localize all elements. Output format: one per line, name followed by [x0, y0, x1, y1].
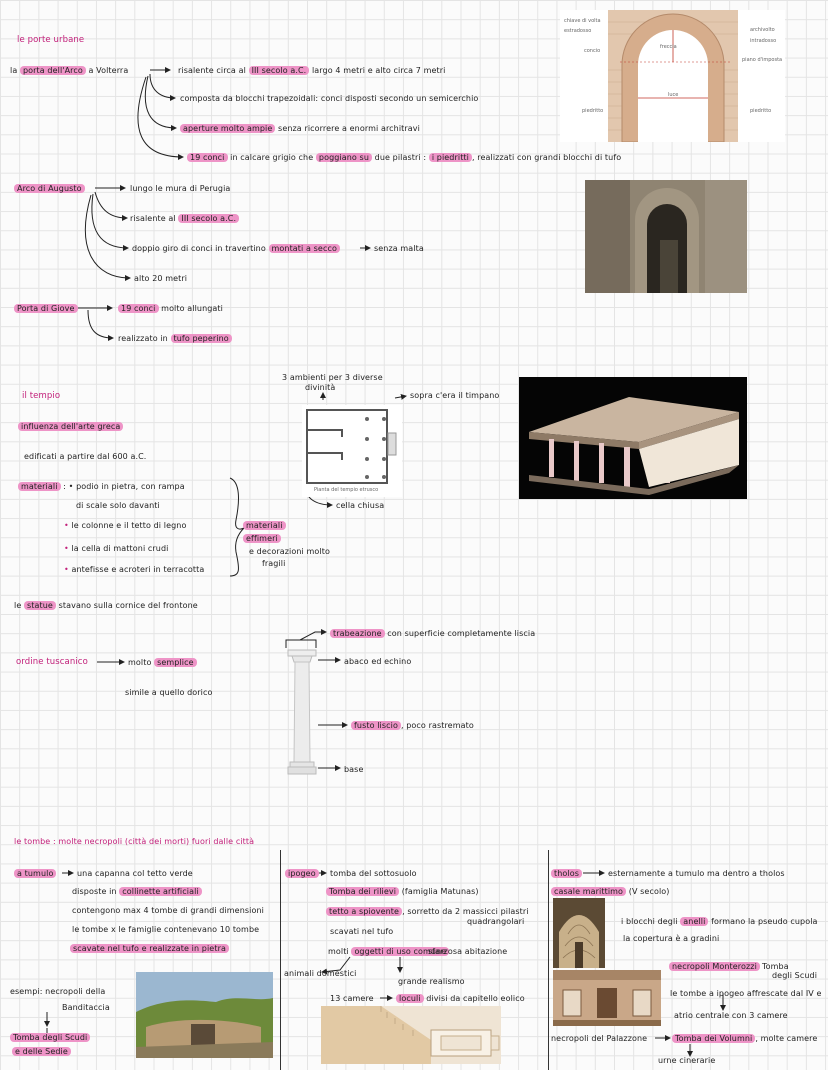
tumulo-a: una capanna col tetto verde	[77, 869, 193, 878]
trabeazione-label: trabeazione con superficie completamente liscia	[330, 628, 535, 639]
ipogeo-d2: quadrangolari	[467, 917, 525, 926]
tempio-mat-4: • antefisse e acroteri in terracotta	[64, 565, 205, 574]
tumulo-label: a tumulo	[14, 868, 56, 879]
ipogeo-f: animali domestici	[284, 969, 357, 978]
effimeri-4: fragili	[262, 559, 286, 568]
tempio-mat-3: • la cella di mattoni crudi	[64, 544, 169, 553]
tumulo-d: le tombe x le famiglie contenevano 10 tombe	[72, 925, 260, 934]
plan-label-right: sopra c'era il timpano	[410, 391, 500, 400]
giove-label: Porta di Giove	[14, 303, 78, 314]
esempi-2: Banditaccia	[62, 1003, 110, 1012]
tholos-a: esternamente a tumulo ma dentro a tholos	[608, 869, 785, 878]
scudi-1: Tomba degli Scudi	[10, 1032, 90, 1043]
augusto-point-3b: senza malta	[374, 244, 424, 253]
arco-point-3: aperture molto ampie senza ricorrere a enormi architravi	[180, 123, 420, 134]
ipogeo-e2: sfarzosa abitazione	[428, 947, 508, 956]
augusto-point-3: doppio giro di conci in travertino montati a secco	[132, 243, 340, 254]
effimeri-3: e decorazioni molto	[249, 547, 330, 556]
effimeri-2: effimeri	[243, 533, 281, 544]
fusto-label: fusto liscio , poco rastremato	[351, 720, 474, 731]
column-divider	[548, 850, 549, 1070]
giove-point-2: realizzato in tufo peperino	[118, 333, 232, 344]
tempio-mat-2: • le colonne e il tetto di legno	[64, 521, 187, 530]
plan-label-top: 3 ambienti per 3 diverse	[282, 373, 383, 382]
plan-label-bottom: cella chiusa	[336, 501, 385, 510]
ipogeo-d: scavati nel tufo	[330, 927, 394, 936]
tholos-b: casale marittimo (V secolo)	[551, 886, 669, 897]
giove-point-1: 19 conci molto allungati	[118, 303, 223, 314]
ordine-molto: molto semplice	[128, 657, 197, 668]
arco-point-4: 19 conci in calcare grigio che poggiano su due pilastri : i piedritti , realizzati con grandi blocchi di tufo	[187, 152, 621, 163]
base-label: base	[344, 765, 364, 774]
ipogeo-section-drawing	[321, 1006, 501, 1064]
palazzone-a: necropoli del Palazzone	[551, 1034, 648, 1043]
section-title-tempio: il tempio	[22, 391, 61, 401]
monte-b2: degli Scudi	[772, 971, 818, 980]
monte-label: necropoli Monterozzi	[669, 961, 760, 972]
ipogeo-b: Tomba dei rilievi (famiglia Matunas)	[326, 886, 479, 897]
banditaccia-photo	[136, 972, 273, 1058]
tuscan-column	[286, 648, 318, 776]
augusto-point-2: risalente al III secolo a.C.	[130, 213, 239, 224]
ipogeo-g: grande realismo	[398, 977, 465, 986]
tumulo-c: contengono max 4 tombe di grandi dimensioni	[72, 906, 264, 915]
ipogeo-a: tomba del sottosuolo	[330, 869, 417, 878]
plan-label-top-2: divinità	[305, 383, 336, 392]
statue-line: le statue stavano sulla cornice del frontone	[14, 601, 198, 610]
ipogeo-c: tetto a spiovente , sorretto da 2 massicci pilastri	[326, 906, 529, 917]
highlight: porta dell'Arco	[20, 66, 86, 75]
temple-plan	[302, 405, 402, 497]
tholos-d: la copertura è a gradini	[623, 934, 720, 943]
abaco-label: abaco ed echino	[344, 657, 412, 666]
tempio-mat-1b: di scale solo davanti	[76, 501, 160, 510]
arco-point-1: risalente circa al III secolo a.C. largo 4 metri e alto circa 7 metri	[178, 66, 446, 75]
tholos-c: i blocchi degli anelli formano la pseudo cupola	[621, 917, 818, 926]
esempi-1: esempi: necropoli della	[10, 987, 106, 996]
ordine-title: ordine tuscanico	[16, 657, 88, 667]
plan-caption: Pianta del tempio etrusco	[314, 487, 379, 493]
monterozzi-photo	[553, 970, 661, 1026]
tumulo-b: disposte in collinette artificiali	[72, 886, 202, 897]
ipogeo-h: 13 camere	[330, 994, 374, 1003]
ipogeo-e: molti oggetti di uso comune	[328, 946, 449, 957]
tombe-title: le tombe : molte necropoli (città dei morti) fuori dalle città	[14, 837, 255, 846]
tempio-built: edificati a partire dal 600 a.C.	[24, 452, 147, 461]
arch-diagram: chiave di volta estradosso concio piedritto archivolto intradosso piano d'imposta piedritto freccia luce	[560, 10, 785, 142]
monte-b1: Tomba	[762, 962, 789, 971]
monte-c: le tombe a ipogeo affrescate dal IV e	[670, 989, 822, 998]
column-divider	[280, 850, 281, 1070]
tumulo-e: scavate nel tufo e realizzate in pietra	[70, 943, 229, 954]
arco-augusto-photo	[585, 180, 747, 293]
monte-d: atrio centrale con 3 camere	[674, 1011, 788, 1020]
scudi-2: e delle Sedie	[12, 1046, 71, 1057]
arco-point-2: composta da blocchi trapezoidali: conci disposti secondo un semicerchio	[180, 94, 479, 103]
palazzone-b: Tomba dei Volumni , molte camere	[672, 1033, 817, 1044]
section-title-porte: le porte urbane	[17, 35, 85, 45]
augusto-point-1: lungo le mura di Perugia	[130, 184, 231, 193]
tempio-influence: influenza dell'arte greca	[18, 421, 123, 432]
ipogeo-label: ipogeo	[285, 868, 319, 879]
tholos-photo	[553, 898, 605, 968]
ipogeo-h2: loculi divisi da capitello eolico	[396, 993, 525, 1004]
tempio-materiali: materiali : • podio in pietra, con rampa	[18, 481, 185, 492]
temple-render	[519, 377, 747, 499]
effimeri-1: materiali	[243, 520, 286, 531]
ordine-simile: simile a quello dorico	[125, 688, 213, 697]
augusto-label: Arco di Augusto	[14, 183, 85, 194]
palazzone-c: urne cinerarie	[658, 1056, 716, 1065]
augusto-point-4: alto 20 metri	[134, 274, 188, 283]
tholos-label: tholos	[551, 868, 582, 879]
arco-line-head: la porta dell'Arco a Volterra	[10, 66, 129, 75]
